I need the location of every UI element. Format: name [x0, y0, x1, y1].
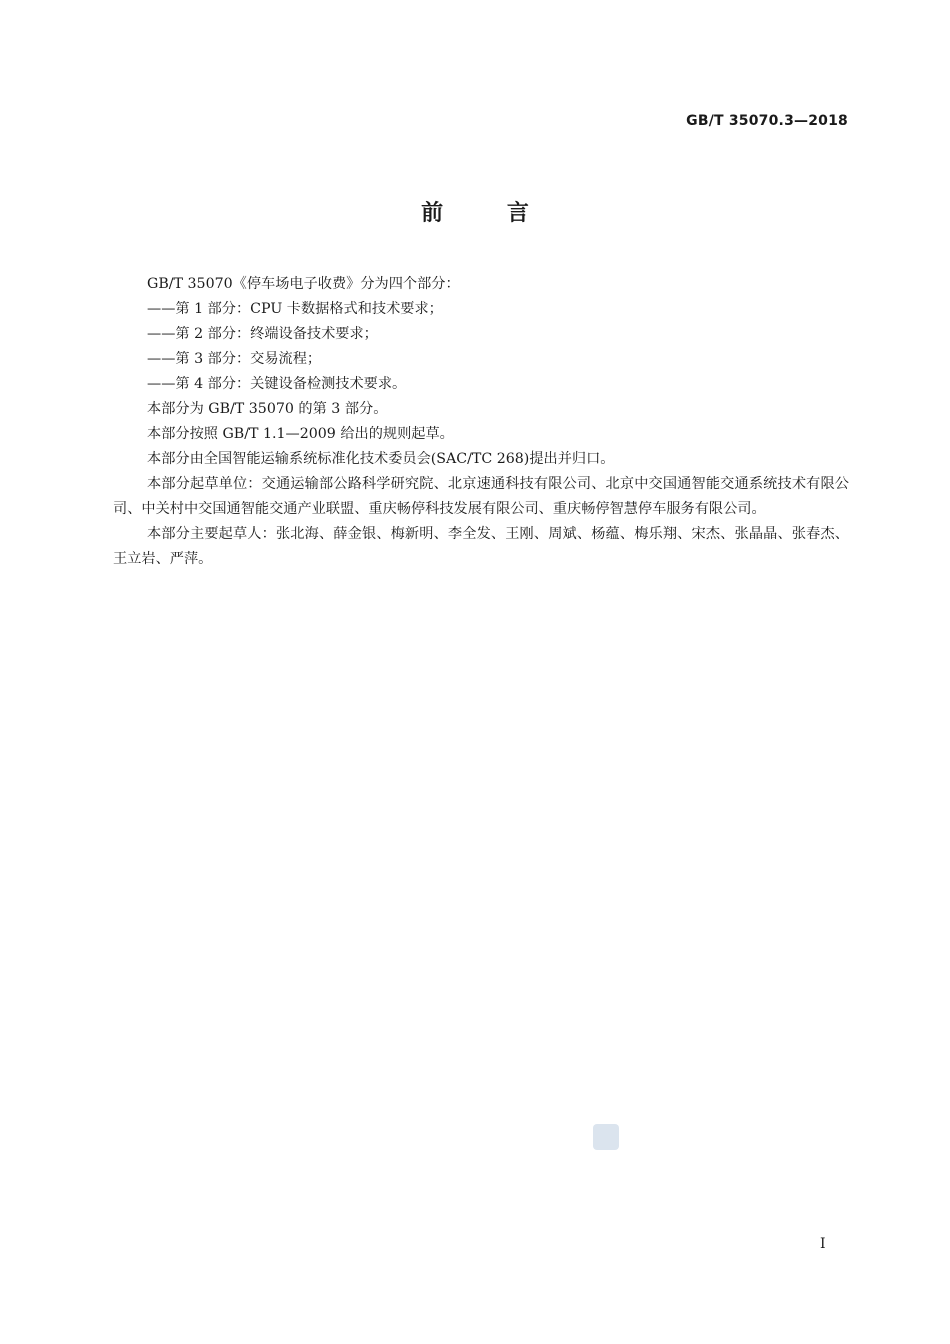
paragraph-proposer: 本部分由全国智能运输系统标准化技术委员会(SAC/TC 268)提出并归口。 [147, 451, 615, 467]
paragraph-drafting-units: 本部分起草单位：交通运输部公路科学研究院、北京速通科技有限公司、北京中交国通智能交通系统技术有限公司、中关村中交国通智能交通产业联盟、重庆畅停科技发展有限公司、重庆畅停智慧停车服务有限公司。 [113, 476, 849, 517]
paragraph-intro: GB/T 35070《停车场电子收费》分为四个部分： [147, 276, 460, 292]
sac-logo-watermark [593, 1124, 619, 1150]
list-item-part-2: ——第 2 部分：终端设备技术要求； [147, 326, 378, 342]
list-item-part-3: ——第 3 部分：交易流程； [147, 351, 322, 367]
paragraph-drafters: 本部分主要起草人：张北海、薛金银、梅新明、李全发、王刚、周斌、杨蕴、梅乐翔、宋杰、张晶晶、张春杰、王立岩、严萍。 [113, 526, 849, 567]
list-item-part-4: ——第 4 部分：关键设备检测技术要求。 [147, 376, 407, 392]
page-number: I [820, 1236, 826, 1252]
paragraph-drafting-rules: 本部分按照 GB/T 1.1—2009 给出的规则起草。 [147, 426, 454, 442]
page-title: 前 言 [421, 201, 529, 226]
foreword-body [113, 272, 849, 572]
list-item-part-1: ——第 1 部分：CPU 卡数据格式和技术要求； [147, 301, 443, 317]
paragraph-part-statement: 本部分为 GB/T 35070 的第 3 部分。 [147, 401, 388, 417]
standard-code: GB/T 35070.3—2018 [686, 113, 848, 129]
